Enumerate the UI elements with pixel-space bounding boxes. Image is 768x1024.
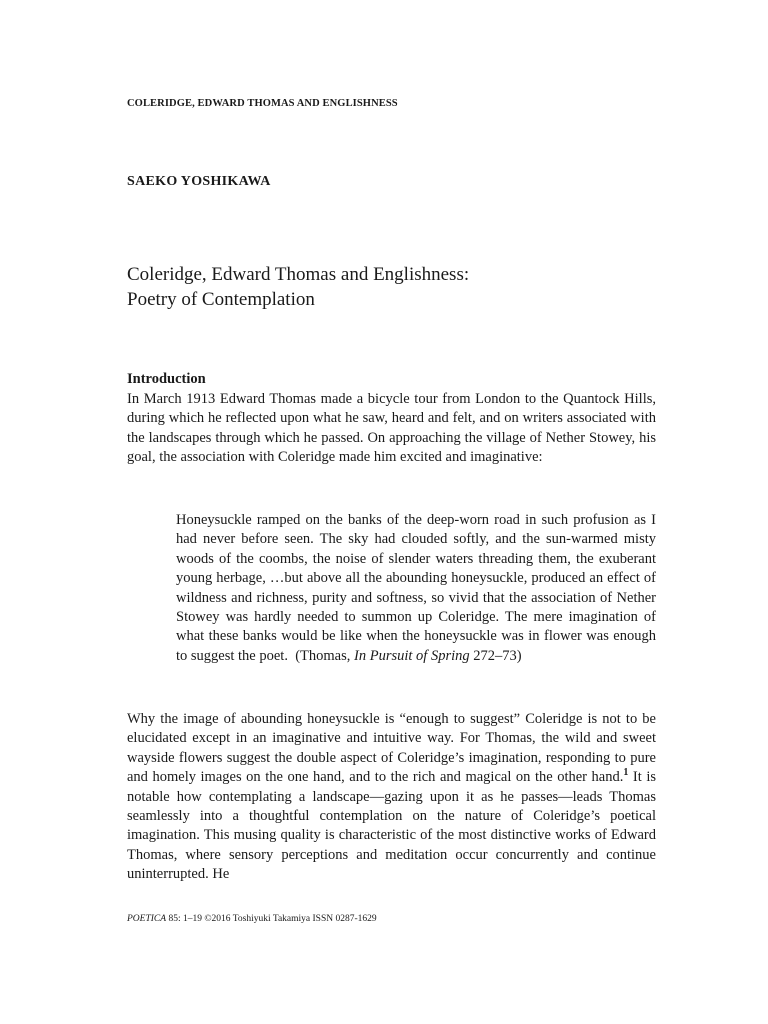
running-head: COLERIDGE, EDWARD THOMAS AND ENGLISHNESS (127, 98, 398, 109)
footer-journal: POETICA (127, 914, 167, 924)
article-title (127, 262, 469, 312)
paragraph-2-text-a: Why the image of abounding honeysuckle is “enough to suggest” Coleridge is not to be elucidated except in an imaginative and intuitive way. For Thomas, the wild and sweet wayside flowers suggest the double aspect of Coleridge’s imagination, responding to pure and homely images on the one hand, and to the rich and magical on the other hand. (127, 711, 656, 786)
footnote-reference[interactable]: 1 (623, 767, 629, 779)
footer-details: 85: 1–19 ©2016 Toshiyuki Takamiya ISSN 0287-1629 (166, 914, 377, 924)
quote-citation-title: In Pursuit of Spring (354, 647, 470, 664)
section-heading-introduction: Introduction (127, 371, 206, 387)
paragraph-2-text-b: It is notable how contemplating a landscape—gazing upon it as he passes—leads Thomas seamlessly into a thoughtful contemplation on the nature of Coleridge’s poetical imagination. This musing quality is characteristic of the most distinctive works of Edward Thomas, where sensory perceptions and meditation occur concurrently and continue uninterrupted. He (127, 769, 656, 883)
body-paragraph-2 (127, 710, 656, 885)
quote-text: Honeysuckle ramped on the banks of the deep-worn road in such profusion as I had never before seen. The sky had clouded softly, and the sun-warmed misty woods of the coombs, the noise of slender waters threading them, the exuberant young herbage, …but above all the abounding honeysuckle, produced an effect of wildness and richness, purity and softness, so vivid that the association of Nether Stowey was hardly needed to summon up Coleridge. The mere imagination of what these banks would be like when the honeysuckle was in flower was enough to suggest the poet. (Thomas, (176, 512, 656, 664)
intro-paragraph: In March 1913 Edward Thomas made a bicycle tour from London to the Quantock Hills, during which he reflected upon what he saw, heard and felt, and on writers associated with the landscapes through which he passed. On approaching the village of Nether Stowey, his goal, the association with Coleridge made him excited and imaginative: (127, 391, 656, 466)
quote-citation-pages: 272–73) (469, 647, 522, 664)
title-line-1: Coleridge, Edward Thomas and Englishness: (127, 264, 470, 285)
author-name: SAEKO YOSHIKAWA (127, 174, 271, 189)
title-line-2: Poetry of Contemplation (127, 289, 315, 310)
page-footer (127, 914, 377, 924)
block-quote (176, 511, 656, 666)
